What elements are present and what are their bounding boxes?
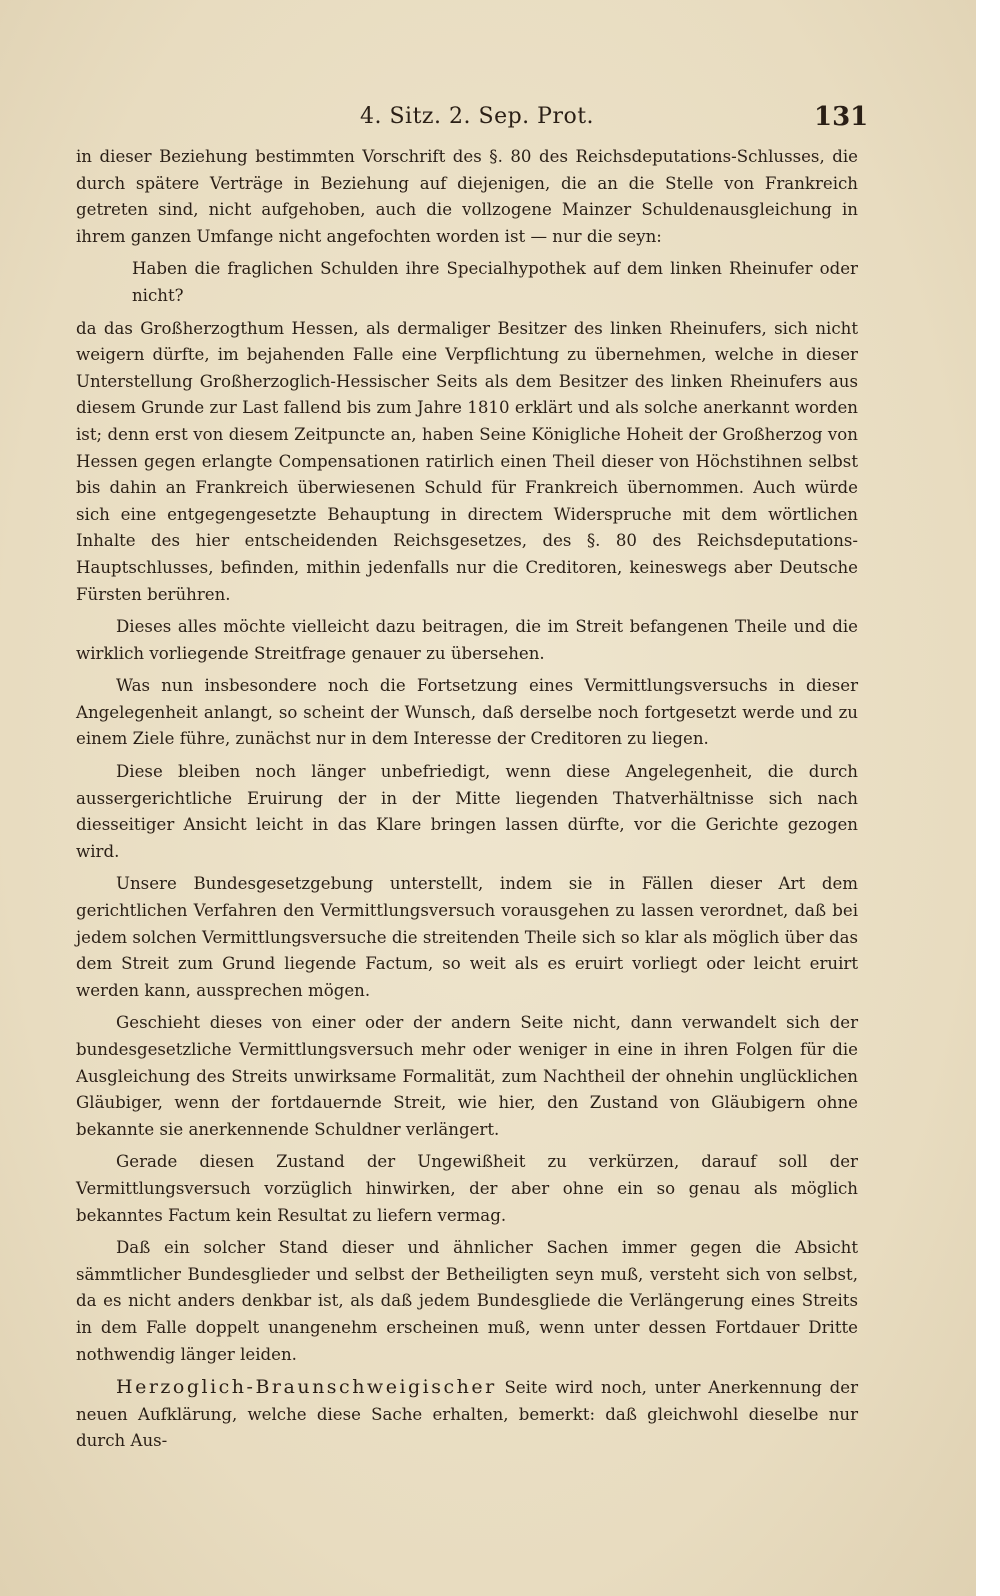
- paragraph-4: Dieses alles möchte vielleicht dazu beitragen, die im Streit befangenen Theile und die wirklich vorliegende Streitfrage genauer zu übersehen.: [76, 617, 858, 663]
- paragraph-1: in dieser Beziehung bestimmten Vorschrift des §. 80 des Reichsdeputations-Schlusses, die durch spätere Verträge in Beziehung auf diejenigen, die an die Stelle von Frankreich getreten sind, nicht aufgehoben, auch die vollzogene Mainzer Schuldenausgleichung in ihrem ganzen Umfange nicht angefochten worden ist — nur die seyn:: [76, 147, 858, 246]
- body-text: [76, 144, 858, 1461]
- page-number: 131: [814, 102, 869, 132]
- paragraph-3: da das Großherzogthum Hessen, als dermaliger Besitzer des linken Rheinufers, sich nicht weigern dürfte, im bejahenden Falle eine Verpflichtung zu übernehmen, welche in dieser Unterstellung Großherzoglich-Hessischer Seits als dem Besitzer des linken Rheinufers aus diesem Grunde zur Last fallend bis zum Jahre 1810 erklärt und als solche anerkannt worden ist; denn erst von diesem Zeitpuncte an, haben Seine Königliche Hoheit der Großherzog von Hessen gegen erlangte Compensationen ratirlich einen Theil dieser von Höchstihnen selbst bis dahin an Frankreich überwiesenen Schuld für Frankreich übernommen. Auch würde sich eine entgegengesetzte Behauptung in directem Widerspruche mit dem wörtlichen Inhalte des hier entscheidenden Reichsgesetzes, des §. 80 des Reichsdeputations-Hauptschlusses, befinden, mithin jedenfalls nur die Creditoren, keineswegs aber Deutsche Fürsten berühren.: [76, 318, 858, 604]
- paragraph-8: Geschieht dieses von einer oder der andern Seite nicht, dann verwandelt sich der bundesgesetzliche Vermittlungsversuch mehr oder weniger in eine in ihren Folgen für die Ausgleichung des Streits unwirksame Formalität, zum Nachtheil der ohnehin unglücklichen Gläubiger, wenn der fortdauernde Streit, wie hier, den Zustand von Gläubigern ohne bekannte sie anerkennende Schuldner verlängert.: [76, 1013, 858, 1139]
- running-head: 4. Sitz. 2. Sep. Prot.: [360, 104, 595, 129]
- page-header: [0, 100, 976, 140]
- speaker-name: Herzoglich-Braunschweigischer: [116, 1376, 497, 1399]
- paragraph-9: Gerade diesen Zustand der Ungewißheit zu verkürzen, darauf soll der Vermittlungsversuch vorzüglich hinwirken, der aber ohne ein so genau als möglich bekanntes Factum kein Resultat zu liefern vermag.: [76, 1152, 858, 1225]
- paragraph-5: Was nun insbesondere noch die Fortsetzung eines Vermittlungsversuchs in dieser Angelegenheit anlangt, so scheint der Wunsch, daß derselbe noch fortgesetzt werde und zu einem Ziele führe, zunächst nur in dem Interesse der Creditoren zu liegen.: [76, 676, 858, 749]
- question-paragraph: Haben die fraglichen Schulden ihre Specialhypothek auf dem linken Rheinufer oder nicht?: [132, 259, 858, 305]
- paragraph-10: Daß ein solcher Stand dieser und ähnlicher Sachen immer gegen die Absicht sämmtlicher Bundesglieder und selbst der Betheiligten seyn muß, versteht sich von selbst, da es nicht anders denkbar ist, als daß jedem Bundesgliede die Verlängerung eines Streits in dem Falle doppelt unangenehm erscheinen muß, wenn unter dessen Fortdauer Dritte nothwendig länger leiden.: [76, 1238, 858, 1364]
- paragraph-11: [76, 1374, 858, 1455]
- paragraph-7: Unsere Bundesgesetzgebung unterstellt, indem sie in Fällen dieser Art dem gerichtlichen Verfahren den Vermittlungsversuch vorausgehen zu lassen verordnet, daß bei jedem solchen Vermittlungsversuche die streitenden Theile sich so klar als möglich über das dem Streit zum Grund liegende Factum, so weit als es eruirt vorliegt oder leicht eruirt werden kann, aussprechen mögen.: [76, 874, 858, 1000]
- paragraph-6: Diese bleiben noch länger unbefriedigt, wenn diese Angelegenheit, die durch aussergerichtliche Eruirung der in der Mitte liegenden Thatverhältnisse sich nach diesseitiger Ansicht leicht in das Klare bringen lassen dürfte, vor die Gerichte gezogen wird.: [76, 762, 858, 861]
- paragraph-11-text: Seite wird noch, unter Anerkennung der neuen Aufklärung, welche diese Sache erhalten, bemerkt: daß gleichwohl dieselbe nur durch Aus-: [76, 1378, 858, 1451]
